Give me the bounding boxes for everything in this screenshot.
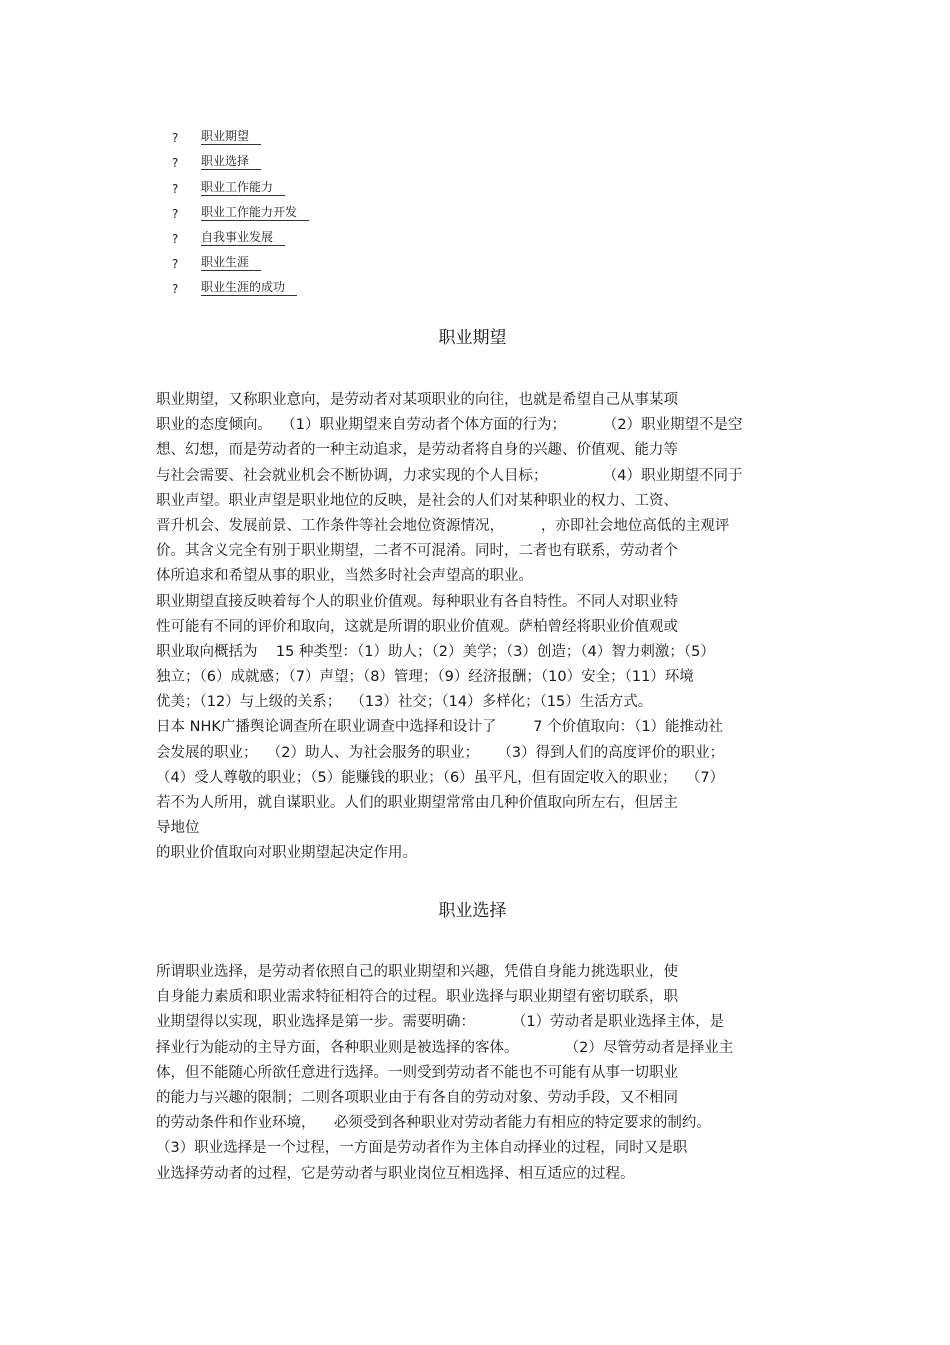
text-line: 业期望得以实现，职业选择是第一步。需要明确： （1）劳动者是职业选择主体，是 (156, 1014, 725, 1031)
toc-link-self-development[interactable]: 自我事业发展 (201, 230, 285, 246)
text-line: （4）受人尊敬的职业；（5）能赚钱的职业；（6）虽平凡，但有固定收入的职业； （7） (156, 769, 725, 786)
text-line: 体所追求和希望从事的职业，当然多时社会声望高的职业。 (156, 568, 533, 585)
text-line: 职业声望。职业声望是职业地位的反映，是社会的人们对某种职业的权力、工资、 (156, 492, 678, 509)
text-line: 所谓职业选择，是劳动者依照自己的职业期望和兴趣，凭借自身能力挑选职业，使 (156, 964, 678, 980)
text-line: 独立；（6）成就感；（7）声望；（8）管理；（9）经济报酬；（10）安全；（11）环境 (156, 669, 694, 686)
text-line: 与社会需要、社会就业机会不断协调，力求实现的个人目标； （4）职业期望不同于 (156, 467, 743, 484)
section-body-career-expectation (156, 388, 806, 867)
text-line: 自身能力素质和职业需求特征相符合的过程。职业选择与职业期望有密切联系，职 (156, 989, 678, 1006)
toc-link-career-expectation[interactable]: 职业期望 (201, 129, 261, 145)
toc-bullet: ? (172, 231, 179, 246)
toc-bullet: ? (172, 206, 179, 221)
toc-link-career-choice[interactable]: 职业选择 (201, 154, 261, 170)
text-line: 职业的态度倾向。 （1）职业期望来自劳动者个体方面的行为； （2）职业期望不是空 (156, 417, 743, 434)
text-line: 导地位 (156, 820, 200, 837)
toc-bullet: ? (172, 131, 179, 146)
text-line: 性可能有不同的评价和取向，这就是所谓的职业价值观。萨柏曾经将职业价值观或 (156, 618, 678, 635)
section-title-career-expectation: 职业期望 (438, 328, 507, 348)
text-line: 会发展的职业； （2）助人、为社会服务的职业； （3）得到人们的高度评价的职业； (156, 744, 725, 761)
text-line: 若不为人所用，就自谋职业。人们的职业期望常常由几种价值取向所左右，但居主 (156, 795, 678, 811)
toc-item (172, 120, 472, 145)
text-line: 职业期望，又称职业意向，是劳动者对某项职业的向往，也就是希望自己从事某项 (156, 392, 678, 408)
toc-bullet: ? (172, 282, 179, 297)
text-line: 价。其含义完全有别于职业期望，二者不可混淆。同时，二者也有联系，劳动者个 (156, 543, 678, 560)
toc-link-career[interactable]: 职业生涯 (201, 255, 261, 271)
toc-bullet: ? (172, 257, 179, 272)
text-line: 体，但不能随心所欲任意进行选择。一则受到劳动者不能也不可能有从事一切职业 (156, 1064, 678, 1081)
toc-bullet: ? (172, 181, 179, 196)
toc-bullet: ? (172, 156, 179, 171)
section-body-career-choice (156, 960, 806, 1187)
toc-item (172, 221, 472, 246)
toc-item (172, 145, 472, 170)
text-line: 想、幻想，而是劳动者的一种主动追求，是劳动者将自身的兴趣、价值观、能力等 (156, 442, 678, 459)
toc-item (172, 271, 472, 296)
text-line: 晋升机会、发展前景、工作条件等社会地位资源情况， ，亦即社会地位高低的主观评 (156, 517, 730, 534)
text-line: 业选择劳动者的过程，它是劳动者与职业岗位互相选择、相互适应的过程。 (156, 1165, 635, 1182)
text-line: 的劳动条件和作业环境， 必须受到各种职业对劳动者能力有相应的特定要求的制约。 (156, 1115, 711, 1132)
text-line: 的能力与兴趣的限制；二则各项职业由于有各自的劳动对象、劳动手段，又不相同 (156, 1089, 678, 1106)
section-title-career-choice: 职业选择 (438, 901, 507, 921)
text-line: 的职业价值取向对职业期望起决定作用。 (156, 845, 417, 862)
toc-link-work-ability-development[interactable]: 职业工作能力开发 (201, 205, 309, 221)
text-line: 择业行为能动的主导方面，各种职业则是被选择的客体。 （2）尽管劳动者是择业主 (156, 1039, 734, 1056)
text-line: 优美；（12）与上级的关系； （13）社交；（14）多样化；（15）生活方式。 (156, 694, 653, 711)
text-line: （3）职业选择是一个过程，一方面是劳动者作为主体自动择业的过程，同时又是职 (156, 1140, 688, 1157)
text-line: 职业取向概括为 15 种类型：（1）助人；（2）美学；（3）创造；（4）智力刺激；（5） (156, 643, 715, 660)
text-line: 日本 NHK广播舆论调查所在职业调查中选择和设计了 7 个价值取向：（1）能推动社 (156, 719, 724, 736)
toc-link-career-success[interactable]: 职业生涯的成功 (201, 280, 297, 296)
toc-link-work-ability[interactable]: 职业工作能力 (201, 180, 285, 196)
table-of-contents (172, 120, 472, 296)
toc-item (172, 196, 472, 221)
text-line: 职业期望直接反映着每个人的职业价值观。每种职业有各自特性。不同人对职业特 (156, 593, 678, 610)
toc-item (172, 170, 472, 195)
toc-item (172, 246, 472, 271)
